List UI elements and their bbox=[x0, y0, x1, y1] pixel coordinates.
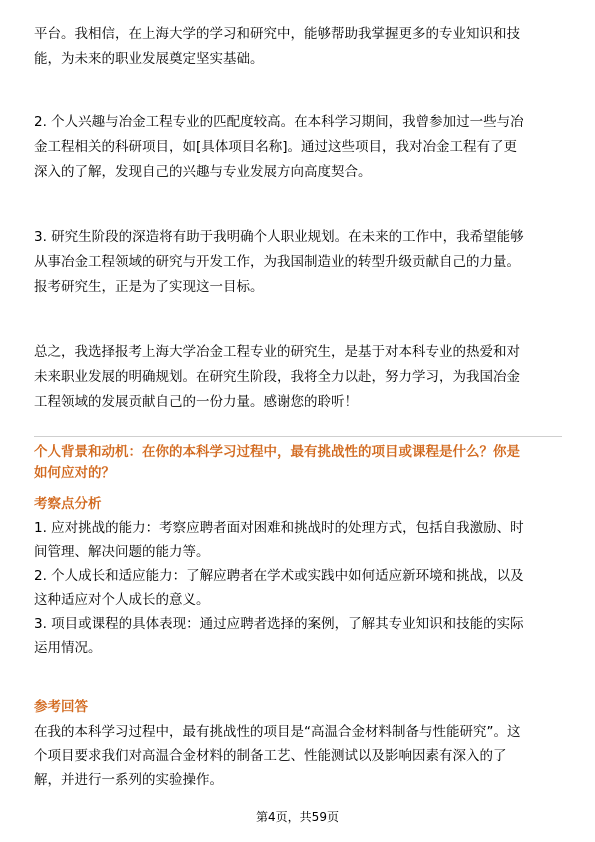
text-line: 2. 个人兴趣与冶金工程专业的匹配度较高。在本科学习期间，我曾参加过一些与冶 bbox=[34, 114, 524, 130]
answer-line: 在我的本科学习过程中，最有挑战性的项目是“高温合金材料制备与性能研究”。这 bbox=[34, 724, 521, 740]
list-line: 间管理、解决问题的能力等。 bbox=[34, 544, 210, 560]
list-line: 1. 应对挑战的能力：考察应聘者面对困难和挑战时的处理方式，包括自我激励、时 bbox=[34, 520, 524, 536]
answer-line: 解，并进行一系列的实验操作。 bbox=[34, 772, 223, 788]
text-line: 未来职业发展的明确规划。在研究生阶段，我将全力以赴，努力学习，为我国冶金 bbox=[34, 369, 520, 385]
list-line: 2. 个人成长和适应能力：了解应聘者在学术或实践中如何适应新环境和挑战，以及 bbox=[34, 568, 524, 584]
list-line: 3. 项目或课程的具体表现：通过应聘者选择的案例，了解其专业知识和技能的实际 bbox=[34, 616, 524, 632]
list-line: 这种适应对个人成长的意义。 bbox=[34, 592, 210, 608]
intro-paragraph-tail bbox=[34, 22, 562, 72]
point-2-paragraph bbox=[34, 110, 562, 185]
analysis-list bbox=[34, 516, 562, 660]
text-line: 报考研究生，正是为了实现这一目标。 bbox=[34, 279, 264, 295]
conclusion-paragraph bbox=[34, 340, 562, 415]
text-line: 3. 研究生阶段的深造将有助于我明确个人职业规划。在未来的工作中，我希望能够 bbox=[34, 229, 524, 245]
point-3-paragraph bbox=[34, 225, 562, 300]
question-line: 如何应对的？ bbox=[34, 465, 115, 481]
text-line: 从事冶金工程领域的研究与开发工作，为我国制造业的转型升级贡献自己的力量。 bbox=[34, 254, 520, 270]
section-divider bbox=[34, 436, 562, 437]
answer-paragraph bbox=[34, 720, 562, 792]
answer-heading: 参考回答 bbox=[34, 699, 88, 715]
text-line: 能，为未来的职业发展奠定坚实基础。 bbox=[34, 51, 264, 67]
page-number-footer: 第4页，共59页 bbox=[256, 810, 339, 824]
text-line: 总之，我选择报考上海大学冶金工程专业的研究生，是基于对本科专业的热爱和对 bbox=[34, 344, 520, 360]
text-line: 工程领域的发展贡献自己的一份力量。感谢您的聆听！ bbox=[34, 394, 358, 410]
text-line: 金工程相关的科研项目，如[具体项目名称]。通过这些项目，我对冶金工程有了更 bbox=[34, 139, 518, 155]
list-line: 运用情况。 bbox=[34, 640, 102, 656]
answer-line: 个项目要求我们对高温合金材料的制备工艺、性能测试以及影响因素有深入的了 bbox=[34, 748, 507, 764]
text-line: 深入的了解，发现自己的兴趣与专业发展方向高度契合。 bbox=[34, 164, 372, 180]
question-line: 个人背景和动机：在你的本科学习过程中，最有挑战性的项目或课程是什么？你是 bbox=[34, 444, 520, 460]
text-line: 平台。我相信，在上海大学的学习和研究中，能够帮助我掌握更多的专业知识和技 bbox=[34, 26, 520, 42]
analysis-heading: 考察点分析 bbox=[34, 496, 102, 512]
interview-question bbox=[34, 442, 562, 484]
